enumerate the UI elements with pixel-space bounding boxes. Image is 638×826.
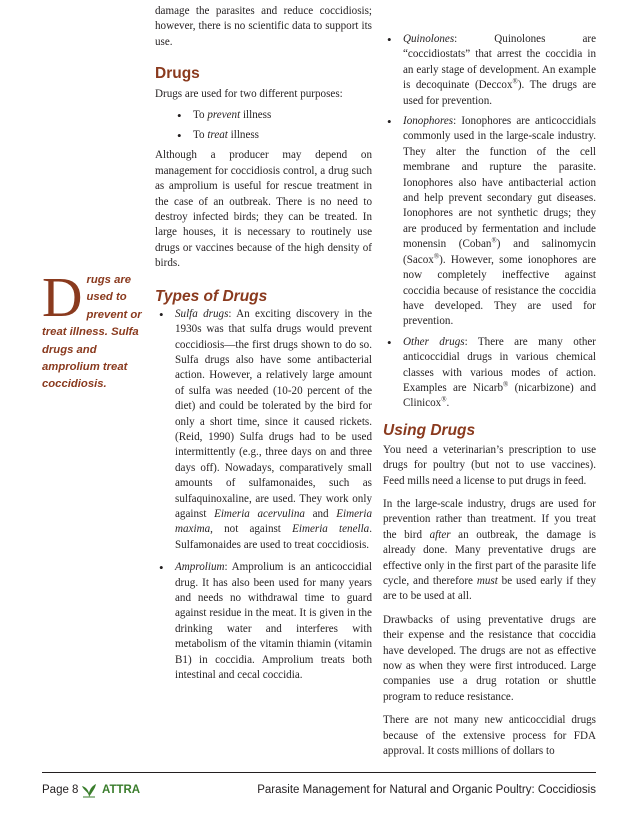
new-drugs-paragraph: There are not many new anticoccidial drugs because of the extensive process for FDA approval. It costs millions of dollars to <box>383 714 596 758</box>
types-of-drugs-heading: Types of Drugs <box>155 287 268 305</box>
other-drugs-item: • Other drugs: There are many other anticoccidial drugs in various chemical classes with various modes of action. Examples are Nicarb® (nicarbizone) and Clinicox®. <box>383 335 596 412</box>
quinolones-item: • Quinolones: Quinolones are “coccidiostats” that arrest the coccidia in an early stage of development. An example is decoquinate (Deccox®). The drugs are used for prevention. <box>383 32 596 109</box>
large-scale-paragraph: In the large-scale industry, drugs are used for prevention rather than treatment. If you treat the bird after an outbreak, the damage is already done. Many preventative drugs are effective only in the first part of the parasite life cycle, and therefore must be used early if they are to be used at all. <box>383 497 596 603</box>
drop-cap: D <box>42 267 83 329</box>
purpose-list <box>155 108 372 144</box>
sulfa-drugs-item: • Sulfa drugs: An exciting discovery in the 1930s was that sulfa drugs would prevent coccidiosis—the first drugs shown to do so. Sulfa drugs also have some antibacterial action. However, a relatively large amount of sulfa was needed (10-20 percent of the diet) and could be tolerated by the bird for only a short time, since it caused rickets. (Reid, 1990) Sulfa drugs had to be used intermittently (e.g., three days on and three days off). Nowadays, comparatively small amounts of sulfamonaides, such as sulfaquinoxaline, are used. They work only against Eimeria acervulina and Eimeria maxima, not against Eimeria tenella. Sulfamonaides are used to treat coccidiosis. <box>155 307 372 554</box>
pull-quote <box>42 267 148 394</box>
purpose-treat: • To treat illness <box>155 128 372 143</box>
publication-title: Parasite Management for Natural and Organic Poultry: Coccidiosis <box>257 784 596 796</box>
drugs-purposes-paragraph: Drugs are used for two different purposes: <box>155 88 343 101</box>
vet-paragraph: You need a veterinarian’s prescription to use drugs for poultry (but not to use vaccines). Feed mills need a license to put drugs in feed. <box>383 443 596 487</box>
ionophores-item: • Ionophores: Ionophores are anticoccidials commonly used in the large-scale industry. They alter the function of the cell membrane and rupture the parasite. Ionophores also have antibacterial action and help prevent secondary gut diseases. Ionophores are not synthetic drugs; they are produced by fermentation and include monensin (Coban®) and salinomycin (Sacox®). However, some ionophores are now completely ineffective against coccidia because of resistance the coccidia have developed. They are used for prevention. <box>383 114 596 330</box>
amprolium-item: • Amprolium: Amprolium is an anticoccidial drug. It has also been used for many years and needs no withdrawal time to guard against residue in the meat. It is given in the drinking water and interferes with metabolism of the vitamin thiamin (vitamin B1) in coccidia. Amprolium treats both intestinal and cecal coccidia. <box>155 560 372 683</box>
attra-brand: ATTRA <box>102 784 141 796</box>
although-paragraph: Although a producer may depend on management for coccidiosis control, a drug such as amprolium is useful for rescue treatment in the case of an outbreak. There is no need to destroy infected birds; they can be treated. In large houses, it is necessary to routinely use drugs or vaccines because of the high density of birds. <box>155 149 372 270</box>
using-drugs-heading: Using Drugs <box>383 421 476 439</box>
drugs-heading: Drugs <box>155 65 200 83</box>
page-footer <box>0 772 638 802</box>
purpose-prevent: • To prevent illness <box>155 108 372 123</box>
drug-types-list-cont <box>383 32 596 412</box>
attra-leaf-icon <box>80 782 98 803</box>
drug-types-list <box>155 307 372 684</box>
right-column <box>383 0 596 759</box>
pull-quote-text: rugs are used to prevent or treat illness. Sulfa drugs and amprolium treat coccidiosis. <box>42 274 142 391</box>
footer-rule <box>42 772 596 773</box>
intro-paragraph: damage the parasites and reduce coccidiosis; however, there is no scientific data to support its use. <box>155 5 372 48</box>
drawbacks-paragraph: Drawbacks of using preventative drugs are their expense and the resistance that coccidia have developed. The drugs are not as effective now as when they were first introduced. Large companies use a drug rotation or shuttle program to reduce resistance. <box>383 613 596 703</box>
left-column <box>155 0 372 683</box>
page-number: Page 8 <box>42 784 79 796</box>
